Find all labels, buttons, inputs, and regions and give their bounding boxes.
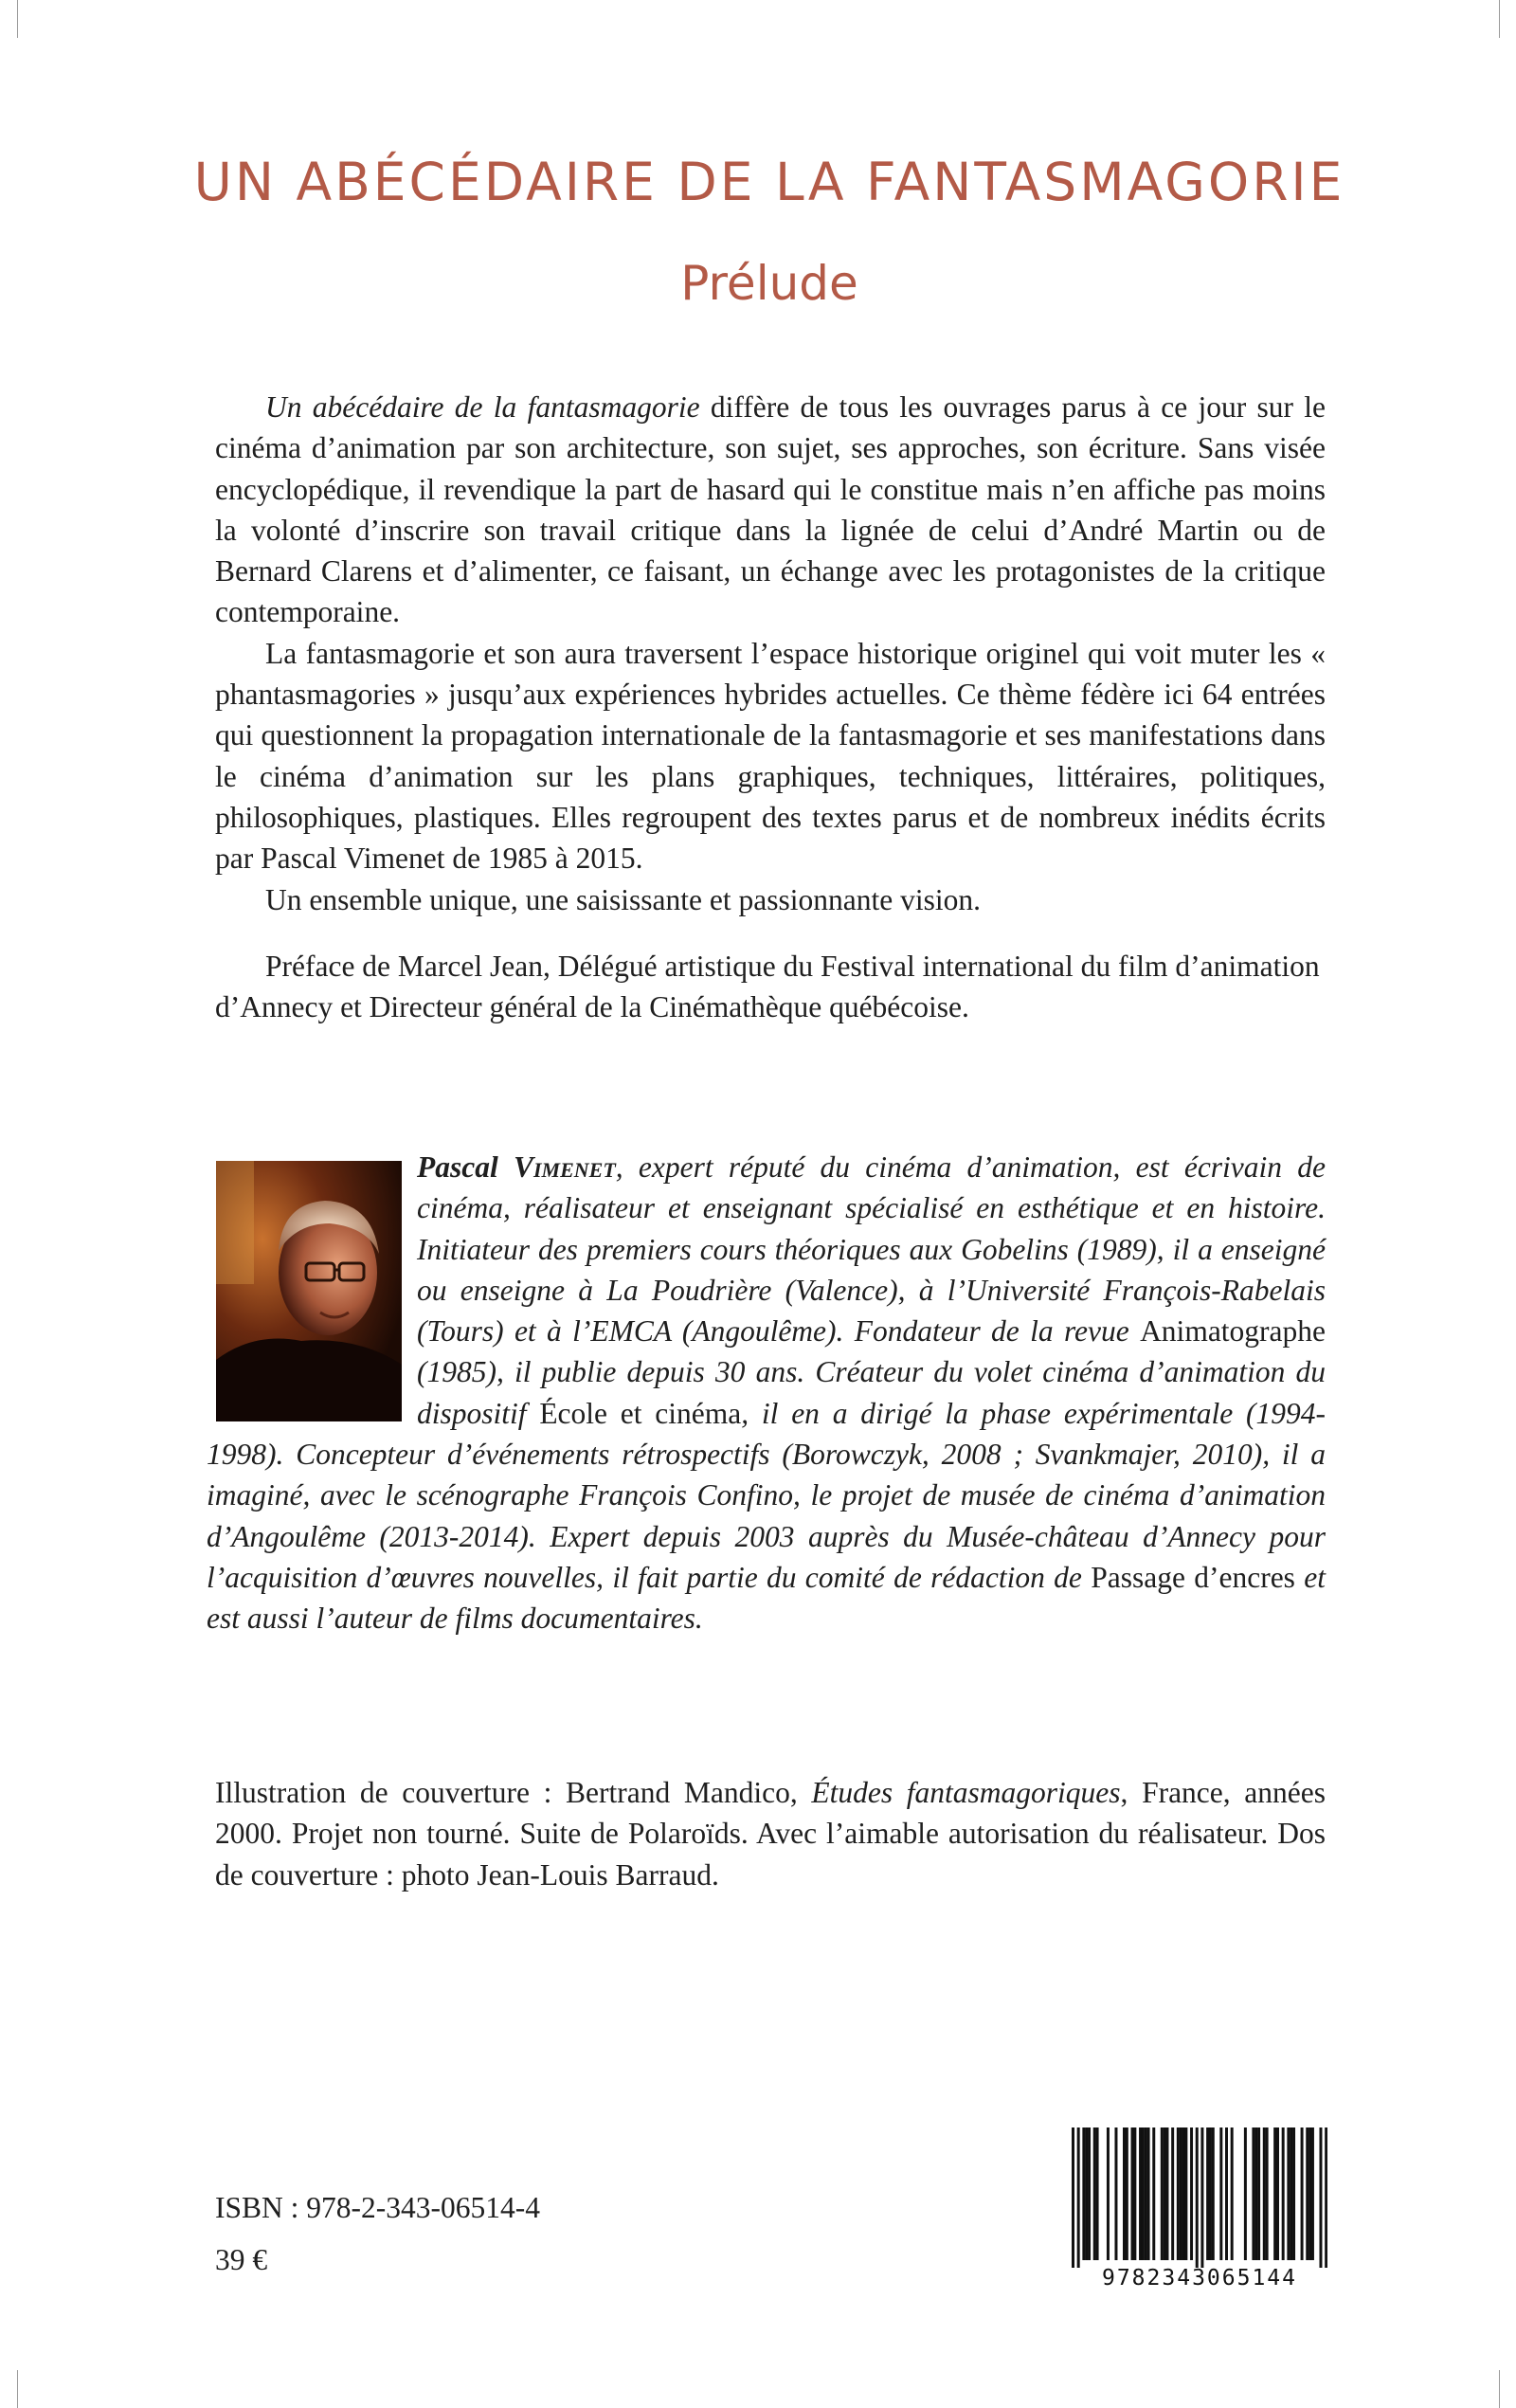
barcode-bar	[1273, 2127, 1276, 2260]
barcode-bar	[1165, 2127, 1168, 2260]
barcode-bar	[1257, 2127, 1260, 2260]
crop-mark-bottom-right-vertical	[1499, 2370, 1500, 2408]
summary-paragraph-1-text: diffère de tous les ouvrages parus à ce jour sur le cinéma d’animation par son architecture, son sujet, ses approches, son écriture. Sans visée encyclopédique, il revendique la part de hasard qui le constitue mais n’en affiche pas moins la volonté d’inscrire son travail critique dans la lignée de celui d’André Martin ou de Bernard Clarens et d’alimenter, ce faisant, un échange avec les protagonistes de la critique contemporaine.	[215, 390, 1326, 629]
summary-book-title: Un abécédaire de la fantasmagorie	[265, 390, 700, 424]
barcode-bar	[1196, 2127, 1199, 2268]
preface-block	[215, 946, 1326, 1028]
barcode-bar	[1177, 2127, 1180, 2260]
barcode-bar	[1212, 2127, 1215, 2260]
barcode-bar	[1231, 2127, 1234, 2260]
barcode-bar	[1290, 2127, 1292, 2260]
price: 39 €	[215, 2243, 268, 2276]
crop-mark-top-left-vertical	[17, 0, 18, 38]
barcode-bar	[1161, 2127, 1164, 2260]
barcode-bar	[1287, 2127, 1290, 2260]
barcode-bar	[1190, 2127, 1193, 2260]
author-first-name: Pascal	[417, 1150, 514, 1184]
barcode-bar	[1276, 2127, 1279, 2260]
barcode-bar	[1093, 2127, 1096, 2260]
barcode-bar	[1145, 2127, 1147, 2260]
crop-mark-bottom-left-vertical	[17, 2370, 18, 2408]
barcode-bar	[1292, 2127, 1295, 2260]
bio-journal-title: Animatographe	[1140, 1314, 1326, 1349]
bio-text-part-3: , il en a dirigé la phase expérimentale (1994-1998). Concepteur d’événements rétrospectifs (Borowczyk, 2008 ; Svankmajer, 2010), il a imaginé, avec le scénographe François Confino, le projet de musée de cinéma d’animation d’Angoulême (2013-2014). Expert depuis 2003 auprès du Musée-château d’Annecy pour l’acquisition d’œuvres nouvelles, il fait partie du comité de rédaction de	[207, 1396, 1326, 1594]
barcode-bar	[1123, 2127, 1126, 2260]
barcode-bar	[1107, 2127, 1110, 2260]
barcode-bar	[1325, 2127, 1327, 2268]
barcode-bar	[1088, 2127, 1091, 2260]
author-bio	[207, 1147, 1326, 1639]
barcode-bar	[1308, 2127, 1311, 2260]
barcode-bar	[1184, 2127, 1187, 2260]
barcode-bar	[1126, 2127, 1128, 2260]
barcode-bar	[1254, 2127, 1257, 2260]
bio-text-part-1: , expert réputé du cinéma d’animation, est écrivain de cinéma, réalisateur et enseignant spécialisé en esthétique et en histoire. Initiateur des premiers cours théoriques aux Gobelins (1989), il a enseigné ou enseigne à La Poudrière (Valence), à l’Université François-Rabelais (Tours) et à l’EMCA (Angoulême). Fondateur de la revue	[417, 1150, 1326, 1349]
credits-lead: Illustration de couverture : Bertrand Mandico,	[215, 1776, 812, 1809]
barcode-bar	[1077, 2127, 1080, 2268]
credits-work-title: Études fantasmagoriques	[811, 1776, 1121, 1809]
barcode-bar	[1206, 2127, 1209, 2260]
barcode-bar	[1200, 2127, 1203, 2268]
cover-credits	[215, 1772, 1326, 1895]
bio-magazine-title: Passage d’encres	[1091, 1560, 1295, 1594]
barcode-bar	[1209, 2127, 1212, 2260]
author-name	[417, 1150, 616, 1184]
isbn-barcode	[1072, 2127, 1327, 2290]
barcode-bar	[1072, 2127, 1074, 2268]
barcode-bar	[1152, 2127, 1155, 2260]
isbn: ISBN : 978-2-343-06514-4	[215, 2191, 540, 2224]
book-title: UN ABÉCÉDAIRE DE LA FANTASMAGORIE	[193, 152, 1345, 212]
bio-program-title: École et cinéma	[539, 1396, 742, 1430]
barcode-bar	[1082, 2127, 1085, 2260]
barcode-bar	[1282, 2127, 1285, 2260]
barcode-bar	[1306, 2127, 1308, 2260]
barcode-bar	[1319, 2127, 1322, 2268]
barcode-bar	[1311, 2127, 1314, 2260]
barcode-bar	[1085, 2127, 1088, 2260]
credits-tail: , France, années 2000. Projet non tourné. Suite de Polaroïds. Avec l’aimable autorisation du réalisateur. Dos de couverture : photo Jean-Louis Barraud.	[215, 1776, 1326, 1892]
summary-paragraph-3: Un ensemble unique, une saisissante et passionnante vision.	[265, 882, 981, 916]
summary-paragraph-2: La fantasmagorie et son aura traversent l’espace historique originel qui voit muter les « phantasmagories » jusqu’aux expériences hybrides actuelles. Ce thème fédère ici 64 entrées qui questionnent la propagation internationale de la fantasmagorie et ses manifestations dans le cinéma d’animation sur les plans graphiques, techniques, littéraires, politiques, philosophiques, plastiques. Elles regroupent des textes parus et de nombreux inédits écrits par Pascal Vimenet de 1985 à 2015.	[215, 636, 1326, 876]
book-subtitle: Prélude	[680, 256, 858, 311]
barcode-bar	[1301, 2127, 1304, 2260]
barcode-bar	[1133, 2127, 1136, 2260]
barcode-bar	[1114, 2127, 1117, 2260]
barcode-bar	[1252, 2127, 1254, 2260]
barcode-bar	[1182, 2127, 1185, 2260]
barcode-bar	[1180, 2127, 1182, 2260]
summary-paragraph-1	[215, 387, 1326, 633]
barcode-bar	[1131, 2127, 1134, 2260]
barcode-digits: 9782343065144	[1101, 2266, 1298, 2290]
summary-block	[215, 387, 1326, 920]
barcode-bar	[1139, 2127, 1142, 2260]
barcode-bar	[1142, 2127, 1145, 2260]
author-last-name: Vimenet	[513, 1150, 616, 1184]
barcode-bar	[1147, 2127, 1150, 2260]
bio-text-part-2: (1985), il publie depuis 30 ans. Créateur du volet cinéma d’animation du dispositif	[417, 1355, 1326, 1430]
crop-mark-top-right-vertical	[1499, 0, 1500, 38]
barcode-bar	[1219, 2127, 1222, 2260]
bio-text-part-4: et est aussi l’auteur de films documentaires.	[207, 1560, 1326, 1636]
barcode-bar	[1171, 2127, 1174, 2260]
preface-text: Préface de Marcel Jean, Délégué artistique du Festival international du film d’animation d’Annecy et Directeur général de la Cinémathèque québécoise.	[215, 950, 1320, 1024]
barcode-bar	[1266, 2127, 1269, 2260]
barcode-bar	[1096, 2127, 1099, 2260]
photo-spacer	[207, 1147, 417, 1421]
barcode-bar	[1225, 2127, 1228, 2260]
barcode-bar	[1164, 2127, 1166, 2260]
barcode-bar	[1263, 2127, 1266, 2260]
barcode-bar	[1244, 2127, 1247, 2260]
